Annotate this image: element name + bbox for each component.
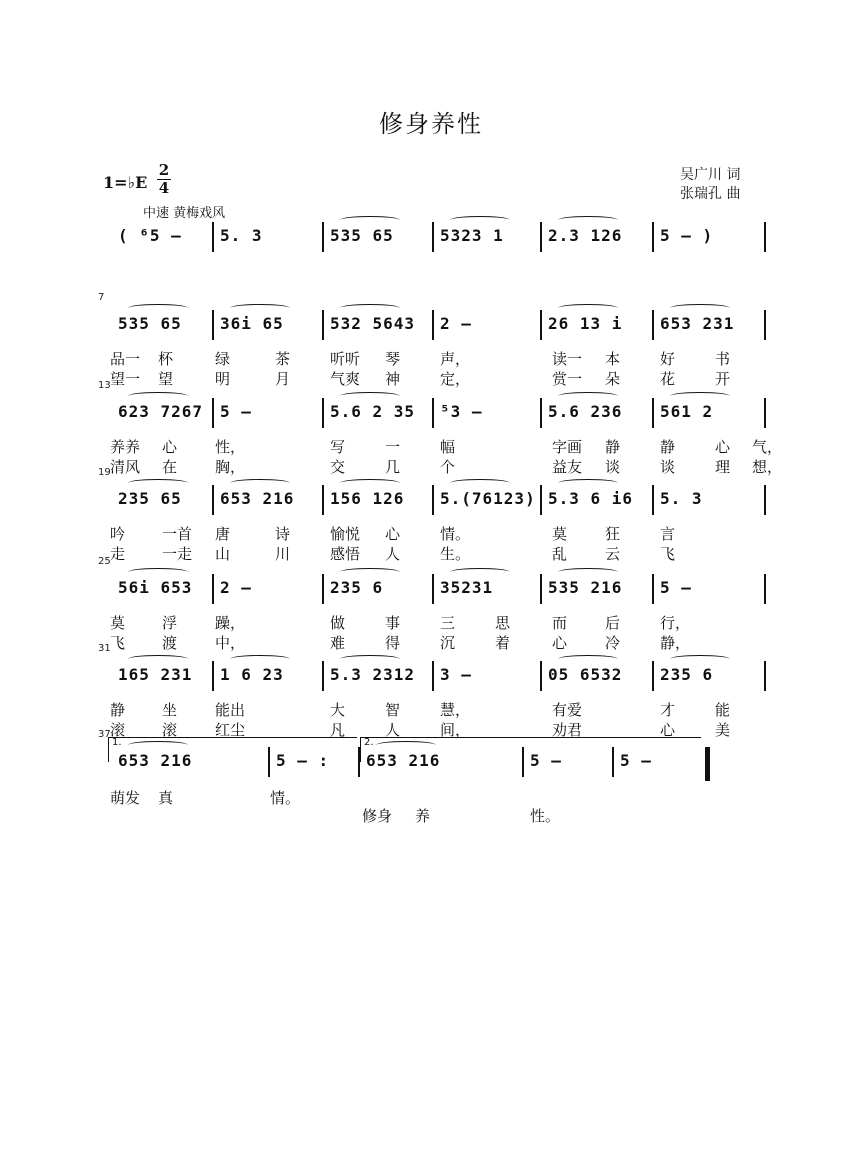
lyric-verse-1: 唐: [215, 525, 231, 543]
lyric-verse-1: 好: [660, 350, 676, 368]
measure: 5. 3: [220, 226, 263, 245]
barline: [212, 574, 214, 604]
barline: [432, 310, 434, 340]
line-number: 31: [98, 643, 111, 654]
lyric-verse-1: 心: [162, 438, 178, 456]
lyric-verse-2: 美: [715, 721, 731, 739]
lyric-verse-2: 胸，: [215, 458, 246, 476]
barline: [540, 398, 542, 428]
slur: [340, 216, 400, 224]
lyric-verse-1: 做: [330, 614, 346, 632]
lyric-verse-1: 杯: [158, 350, 174, 368]
slur: [128, 479, 188, 487]
lyric-verse-1: 言: [660, 525, 676, 543]
barline: [652, 485, 654, 515]
measure: 5323 1: [440, 226, 504, 245]
lyric-verse-2: 感悟: [330, 545, 361, 563]
barline: [432, 574, 434, 604]
slur: [558, 655, 618, 663]
barline: [322, 222, 324, 252]
barline: [540, 222, 542, 252]
lyric-verse-1: 三: [440, 614, 456, 632]
lyric-verse-2: 难: [330, 634, 346, 652]
lyric-verse-1: 才: [660, 701, 676, 719]
barline: [212, 485, 214, 515]
tempo-marking: 中速 黄梅戏风: [143, 206, 226, 221]
lyric-verse-2: 川: [275, 545, 291, 563]
measure: ( ⁶5 –: [118, 226, 182, 245]
slur: [340, 479, 400, 487]
lyric-verse-2: 气爽: [330, 370, 361, 388]
barline: [212, 398, 214, 428]
lyric-verse-2: 静，: [660, 634, 691, 652]
lyric-ending-1: 情。: [270, 789, 301, 807]
lyric-verse-1: 思: [495, 614, 511, 632]
lyric-verse-1: 吟: [110, 525, 126, 543]
lyric-verse-2: 谈: [605, 458, 621, 476]
lyric-verse-2: 个: [440, 458, 456, 476]
lyric-verse-2: 飞: [660, 545, 676, 563]
slur: [340, 392, 400, 400]
measure: 2 –: [220, 578, 252, 597]
lyric-verse-1: 写: [330, 438, 346, 456]
barline: [432, 222, 434, 252]
composer-credit: 张瑞孔 曲: [680, 186, 741, 202]
measure: 653 216: [366, 751, 441, 770]
lyric-verse-2: 人: [385, 721, 401, 739]
lyric-verse-2: 望: [158, 370, 174, 388]
lyric-verse-2: 劝君: [552, 721, 583, 739]
barline: [540, 310, 542, 340]
measure: 653 231: [660, 314, 735, 333]
lyric-verse-1: 品一: [110, 350, 141, 368]
measure: 5 – :: [276, 751, 330, 770]
lyric-verse-2: 心: [552, 634, 568, 652]
barline: [212, 661, 214, 691]
slur: [128, 304, 188, 312]
slur: [340, 304, 400, 312]
measure: 5.3 6 i6: [548, 489, 634, 508]
lyric-verse-1: 养养: [110, 438, 141, 456]
lyric-verse-2: 滚: [110, 721, 126, 739]
lyric-verse-1: 有爱: [552, 701, 583, 719]
line-number: 13: [98, 380, 111, 391]
line-number: 7: [98, 292, 105, 303]
measure: 653 216: [220, 489, 295, 508]
lyric-verse-1: 静: [110, 701, 126, 719]
lyric-ending-2: 性。: [530, 807, 561, 825]
lyric-verse-2: 间，: [440, 721, 471, 739]
volta-1: [108, 737, 357, 762]
measure: 5 –: [530, 751, 562, 770]
lyric-verse-2: 沉: [440, 634, 456, 652]
lyric-ending-2: 养: [415, 807, 431, 825]
slur: [450, 479, 510, 487]
lyric-verse-2: 月: [275, 370, 291, 388]
lyric-verse-2: 山: [215, 545, 231, 563]
measure: 535 216: [548, 578, 623, 597]
lyric-verse-1: 静: [605, 438, 621, 456]
measure: 156 126: [330, 489, 405, 508]
measure: 653 216: [118, 751, 193, 770]
measure: 235 6: [330, 578, 384, 597]
barline: [764, 574, 766, 604]
lyric-verse-1: 琴: [385, 350, 401, 368]
measure: 235 65: [118, 489, 182, 508]
measure: 5.3 2312: [330, 665, 416, 684]
time-signature-bottom: 4: [158, 179, 170, 197]
slur: [230, 304, 290, 312]
lyric-verse-2: 赏一: [552, 370, 583, 388]
barline: [764, 310, 766, 340]
lyric-verse-1: 听听: [330, 350, 361, 368]
measure: 561 2: [660, 402, 714, 421]
lyric-verse-2: 飞: [110, 634, 126, 652]
slur: [670, 392, 730, 400]
lyric-verse-2: 开: [715, 370, 731, 388]
lyric-verse-1: 大: [330, 701, 346, 719]
barline: [322, 398, 324, 428]
barline: [432, 661, 434, 691]
lyric-verse-1: 声，: [440, 350, 471, 368]
lyric-verse-2: 一走: [162, 545, 193, 563]
lyric-verse-2: 神: [385, 370, 401, 388]
lyric-ending-2: 修身: [362, 807, 393, 825]
measure: 5 –: [660, 578, 692, 597]
lyric-verse-2: 冷: [605, 634, 621, 652]
slur: [558, 392, 618, 400]
lyric-verse-1: 幅: [440, 438, 456, 456]
measure: 1 6 23: [220, 665, 284, 684]
lyric-verse-1: 一: [385, 438, 401, 456]
lyric-verse-1: 诗: [275, 525, 291, 543]
lyric-verse-1: 能出: [215, 701, 246, 719]
lyric-verse-1: 读一: [552, 350, 583, 368]
lyric-verse-2: 生。: [440, 545, 471, 563]
measure: 2 –: [440, 314, 472, 333]
lyric-verse-2: 朵: [605, 370, 621, 388]
line-number: 37: [98, 729, 111, 740]
lyric-verse-2: 滚: [162, 721, 178, 739]
lyric-verse-1: 心: [715, 438, 731, 456]
lyric-verse-1: 愉悦: [330, 525, 361, 543]
slur: [558, 304, 618, 312]
volta-1-number: 1.: [112, 737, 122, 748]
lyric-verse-2: 在: [162, 458, 178, 476]
barline: [764, 222, 766, 252]
lyric-verse-1: 能: [715, 701, 731, 719]
lyric-verse-1: 事: [385, 614, 401, 632]
barline: [432, 398, 434, 428]
lyric-verse-1: 静: [660, 438, 676, 456]
lyric-verse-2: 花: [660, 370, 676, 388]
lyric-verse-2: 乱: [552, 545, 568, 563]
measure: 5 – ): [660, 226, 714, 245]
slur: [230, 655, 290, 663]
lyric-verse-2: 渡: [162, 634, 178, 652]
measure: 5 –: [220, 402, 252, 421]
lyricist-credit: 吴广川 词: [680, 167, 741, 183]
lyric-verse-2: 得: [385, 634, 401, 652]
slur: [340, 568, 400, 576]
slur: [558, 479, 618, 487]
measure: 5. 3: [660, 489, 703, 508]
barline: [432, 485, 434, 515]
lyric-verse-1: 莫: [110, 614, 126, 632]
barline: [764, 485, 766, 515]
measure: 5.6 236: [548, 402, 623, 421]
lyric-verse-2: 理: [715, 458, 731, 476]
lyric-verse-1: 字画: [552, 438, 583, 456]
lyric-verse-1: 莫: [552, 525, 568, 543]
slur: [670, 304, 730, 312]
barline: [322, 661, 324, 691]
measure: 56i 653: [118, 578, 193, 597]
lyric-verse-2: 心: [660, 721, 676, 739]
barline: [322, 310, 324, 340]
lyric-verse-1: 躁，: [215, 614, 246, 632]
time-signature-top: 2: [158, 161, 170, 179]
lyric-verse-1: 慧，: [440, 701, 471, 719]
measure: 623 7267: [118, 402, 204, 421]
measure: 2.3 126: [548, 226, 623, 245]
key-signature: 1=♭E: [103, 173, 148, 192]
lyric-verse-2: 益友: [552, 458, 583, 476]
lyric-verse-1: 茶: [275, 350, 291, 368]
measure: 535 65: [330, 226, 394, 245]
measure: 235 6: [660, 665, 714, 684]
lyric-verse-2: 红尘: [215, 721, 246, 739]
lyric-verse-2: 中，: [215, 634, 246, 652]
barline: [540, 485, 542, 515]
lyric-verse-2: 人: [385, 545, 401, 563]
measure: 532 5643: [330, 314, 416, 333]
barline: [652, 661, 654, 691]
slur: [558, 216, 618, 224]
slur: [558, 568, 618, 576]
measure: 3 –: [440, 665, 472, 684]
measure: ⁵3 –: [440, 402, 483, 421]
lyric-verse-1: 狂: [605, 525, 621, 543]
lyric-verse-2: 着: [495, 634, 511, 652]
measure: 5 –: [620, 751, 652, 770]
lyric-verse-2: 清风: [110, 458, 141, 476]
lyric-ending-1: 萌发: [110, 789, 141, 807]
lyric-verse-2: 想，: [752, 458, 783, 476]
barline: [652, 310, 654, 340]
lyric-verse-2: 几: [385, 458, 401, 476]
lyric-verse-1: 行，: [660, 614, 691, 632]
lyric-verse-1: 书: [715, 350, 731, 368]
lyric-verse-1: 绿: [215, 350, 231, 368]
barline: [212, 222, 214, 252]
measure: 5.6 2 35: [330, 402, 416, 421]
line-number: 25: [98, 556, 111, 567]
measure: 05 6532: [548, 665, 623, 684]
lyric-verse-1: 浮: [162, 614, 178, 632]
barline: [212, 310, 214, 340]
lyric-verse-1: 智: [385, 701, 401, 719]
slur: [450, 568, 510, 576]
barline: [322, 574, 324, 604]
measure: 26 13 i: [548, 314, 623, 333]
lyric-verse-1: 而: [552, 614, 568, 632]
volta-2-number: 2.: [364, 737, 374, 748]
measure: 5.(76123): [440, 489, 536, 508]
barline: [764, 398, 766, 428]
lyric-verse-2: 望一: [110, 370, 141, 388]
line-number: 19: [98, 467, 111, 478]
slur: [670, 655, 730, 663]
barline: [540, 661, 542, 691]
measure: 165 231: [118, 665, 193, 684]
lyric-verse-1: 情。: [440, 525, 471, 543]
barline: [652, 574, 654, 604]
barline: [652, 398, 654, 428]
lyric-verse-1: 气，: [752, 438, 783, 456]
lyric-verse-2: 云: [605, 545, 621, 563]
slur: [450, 216, 510, 224]
slur: [128, 655, 188, 663]
lyric-verse-2: 交: [330, 458, 346, 476]
lyric-verse-1: 后: [605, 614, 621, 632]
barline: [652, 222, 654, 252]
barline: [540, 574, 542, 604]
measure: 535 65: [118, 314, 182, 333]
lyric-verse-1: 坐: [162, 701, 178, 719]
lyric-verse-1: 一首: [162, 525, 193, 543]
lyric-verse-1: 心: [385, 525, 401, 543]
slur: [340, 655, 400, 663]
lyric-verse-1: 性，: [215, 438, 246, 456]
song-title: 修身养性: [379, 110, 483, 138]
slur: [230, 479, 290, 487]
measure: 35231: [440, 578, 494, 597]
lyric-verse-2: 明: [215, 370, 231, 388]
lyric-verse-2: 走: [110, 545, 126, 563]
lyric-verse-2: 定，: [440, 370, 471, 388]
lyric-ending-1: 真: [158, 789, 174, 807]
barline: [322, 485, 324, 515]
lyric-verse-2: 谈: [660, 458, 676, 476]
lyric-verse-2: 凡: [330, 721, 346, 739]
lyric-verse-1: 本: [605, 350, 621, 368]
volta-2: [360, 737, 701, 762]
slur: [128, 392, 188, 400]
slur: [128, 568, 188, 576]
measure: 36i 65: [220, 314, 284, 333]
time-signature: [157, 163, 171, 196]
final-barline: [705, 747, 710, 781]
barline: [764, 661, 766, 691]
